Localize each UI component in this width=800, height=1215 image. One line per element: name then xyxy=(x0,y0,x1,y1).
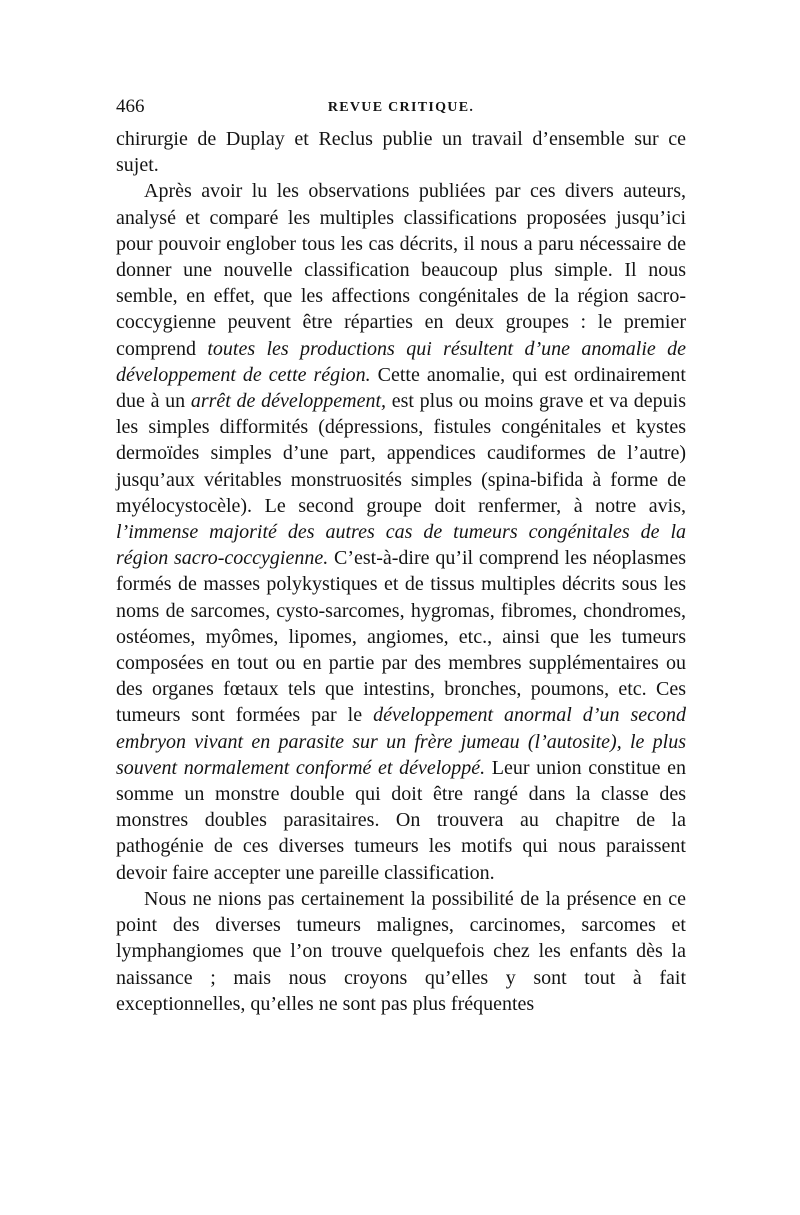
journal-title: REVUE CRITIQUE. xyxy=(327,100,475,115)
text-segment: C’est-à-dire qu’il comprend les néoplasmes formés de masses polykystiques et de tissus multiples décrits sous les noms de sarcomes, cysto-sarcomes, hygromas, fibromes, chondromes, ostéomes, myômes, lipomes, angiomes, etc., ainsi que les tumeurs composées en tout ou en partie par des membres supplémentaires ou des organes fœtaux tels que intestins, bronches, poumons, etc. Ces tumeurs sont formées par le xyxy=(116,547,686,727)
body-text xyxy=(116,126,686,1017)
italic-segment: développement anormal d’un second embryon vivant en parasite sur un frère jumeau (l’autosite), xyxy=(116,704,686,753)
book-page xyxy=(116,92,686,1017)
text-segment: Cette anomalie, qui est ordinairement due à un xyxy=(116,363,686,413)
italic-segment: toutes les productions qui résultent d’une anomalie de développement de cette région. xyxy=(116,337,686,386)
paragraph-continuation xyxy=(116,126,686,178)
paragraph-exceptions xyxy=(116,886,686,1017)
text-segment: Nous ne nions pas certainement la possibilité de la présence en ce point des diverses tumeurs malignes, carcinomes, sarcomes et lymphangiomes que l’on trouve quelquefois chez les enfants dès la naissance ; mais nous croyons qu’elles y sont tout à fait exceptionnelles, qu’elles ne sont pas plus fréquentes xyxy=(116,887,686,1015)
italic-segment: l’immense majorité des autres cas de tumeurs congénitales de la région sacro-coccygienne. xyxy=(116,521,686,570)
paragraph-classification xyxy=(116,178,686,885)
italic-segment: le plus souvent normalement conformé et développé. xyxy=(116,730,686,779)
text-segment: chirurgie de Duplay et Reclus publie un travail d’ensemble sur ce sujet. xyxy=(116,128,686,177)
running-head xyxy=(116,92,686,122)
text-segment: Après avoir lu les observations publiées par ces divers auteurs, analysé et comparé les multiples classifications proposées jusqu’ici pour pouvoir englober tous les cas décrits, il nous a paru nécessaire de donner une nouvelle classification beaucoup plus simple. Il nous semble, en effet, que les affections congénitales de la région sacro-coccygienne peuvent être réparties en deux groupes : le premier comprend xyxy=(116,180,686,360)
text-segment xyxy=(622,731,630,753)
text-segment: Leur union constitue en somme un monstre double qui doit être rangé dans la classe des monstres doubles parasitaires. On trouvera au chapitre de la pathogénie de ces diverses tumeurs les motifs qui nous paraissent devoir faire accepter une pareille classification. xyxy=(116,756,686,884)
text-segment: est plus ou moins grave et va depuis les simples difformités (dépressions, fistules congénitales et kystes dermoïdes simples d’une part, appendices caudiformes de l’autre) jusqu’aux véritables monstruosités simples (spina-bifida à forme de myélocystocèle). Le second groupe doit renfermer, à notre avis, xyxy=(116,390,686,517)
page-number: 466 xyxy=(116,96,145,117)
italic-segment: arrêt de développement, xyxy=(190,390,387,413)
